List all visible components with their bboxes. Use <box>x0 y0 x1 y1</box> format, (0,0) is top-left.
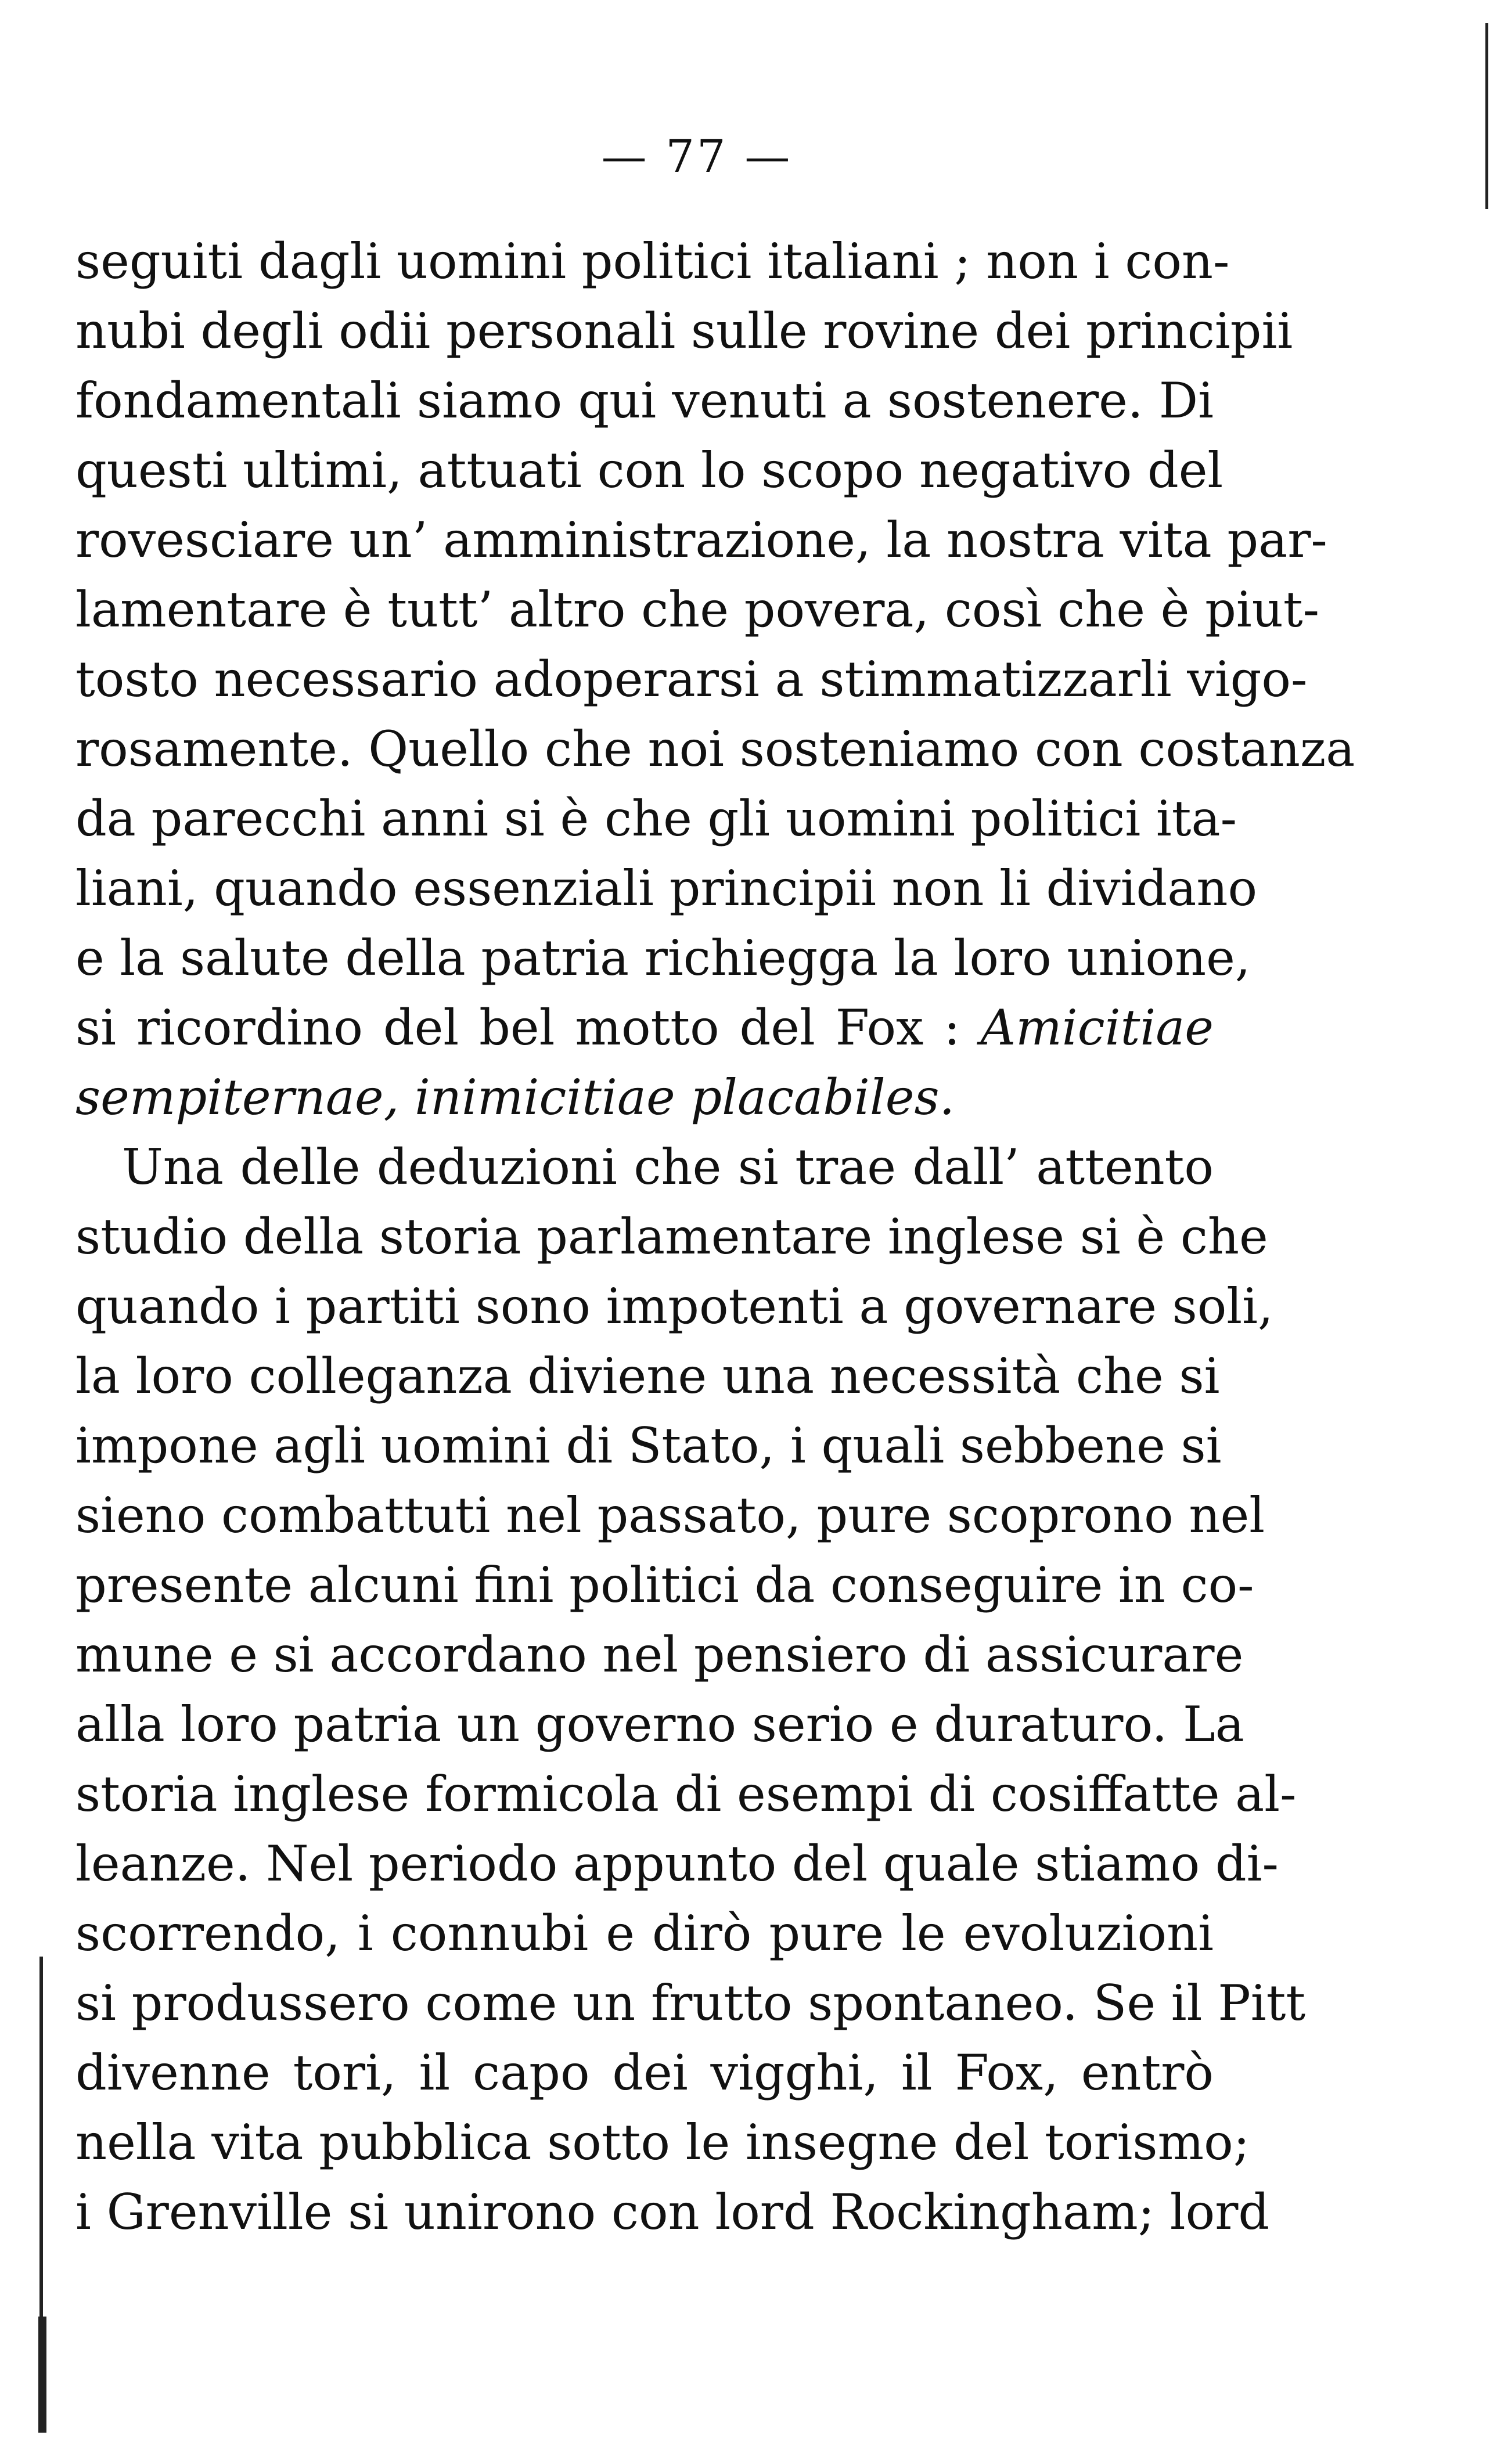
paragraph-2 <box>75 1132 1306 2247</box>
text-line: liani, quando essenziali principii non li dividano <box>75 860 1258 917</box>
text-line: nubi degli odii personali sulle rovine dei principii <box>75 302 1293 359</box>
scan-edge-mark <box>1485 23 1488 209</box>
italic-quote: Amicitiae <box>980 999 1214 1056</box>
text-line: mune e si accordano nel pensiero di assicurare <box>75 1626 1244 1683</box>
text-line: lamentare è tutt’ altro che povera, così che è piut- <box>75 581 1319 638</box>
text-line: fondamentali siamo qui venuti a sostenere. Di <box>75 372 1214 429</box>
scan-edge-mark <box>38 2317 46 2433</box>
text-line: sieno combattuti nel passato, pure scoprono nel <box>75 1487 1265 1544</box>
text-line: questi ultimi, attuati con lo scopo negativo del <box>75 442 1223 499</box>
page-number: — 77 — <box>601 131 793 183</box>
text-line: i Grenville si unirono con lord Rockingham; lord <box>75 2184 1270 2240</box>
text-line: nella vita pubblica sotto le insegne del torismo; <box>75 2114 1250 2171</box>
text-line: rovesciare un’ amministrazione, la nostra vita par- <box>75 511 1327 568</box>
text-line: tosto necessario adoperarsi a stimmatizzarli vigo- <box>75 651 1308 708</box>
text-line: scorrendo, i connubi e dirò pure le evoluzioni <box>75 1905 1214 1962</box>
text-line: seguiti dagli uomini politici italiani ; non i con- <box>75 233 1230 290</box>
text-line: impone agli uomini di Stato, i quali sebbene si <box>75 1417 1222 1474</box>
text-line: quando i partiti sono impotenti a governare soli, <box>75 1278 1273 1335</box>
italic-quote-end: sempiternae, inimicitiae placabiles. <box>75 1069 955 1126</box>
text-line: rosamente. Quello che noi sosteniamo con costanza <box>75 721 1355 777</box>
text-line: storia inglese formicola di esempi di cosiffatte al- <box>75 1766 1297 1822</box>
text-line: leanze. Nel periodo appunto del quale stiamo di- <box>75 1835 1279 1892</box>
text-line: si produssero come un frutto spontaneo. Se il Pitt <box>75 1975 1306 2031</box>
text-line: presente alcuni fini politici da conseguire in co- <box>75 1557 1254 1613</box>
text-line: studio della storia parlamentare inglese si è che <box>75 1208 1268 1265</box>
text-line: la loro colleganza diviene una necessità che si <box>75 1348 1220 1404</box>
text-line: alla loro patria un governo serio e duraturo. La <box>75 1696 1244 1753</box>
text-line: da parecchi anni si è che gli uomini politici ita- <box>75 790 1237 847</box>
text-line: Una delle deduzioni che si trae dall’ attento <box>122 1139 1214 1195</box>
text-line: divenne tori, il capo dei vigghi, il Fox, entrò <box>75 2044 1214 2101</box>
text-line: e la salute della patria richiegga la loro unione, <box>75 930 1251 986</box>
paragraph-1 <box>75 226 1355 1132</box>
text-line-with-quote <box>75 993 1214 1062</box>
text-fragment: si ricordino del bel motto del Fox : <box>75 999 981 1056</box>
